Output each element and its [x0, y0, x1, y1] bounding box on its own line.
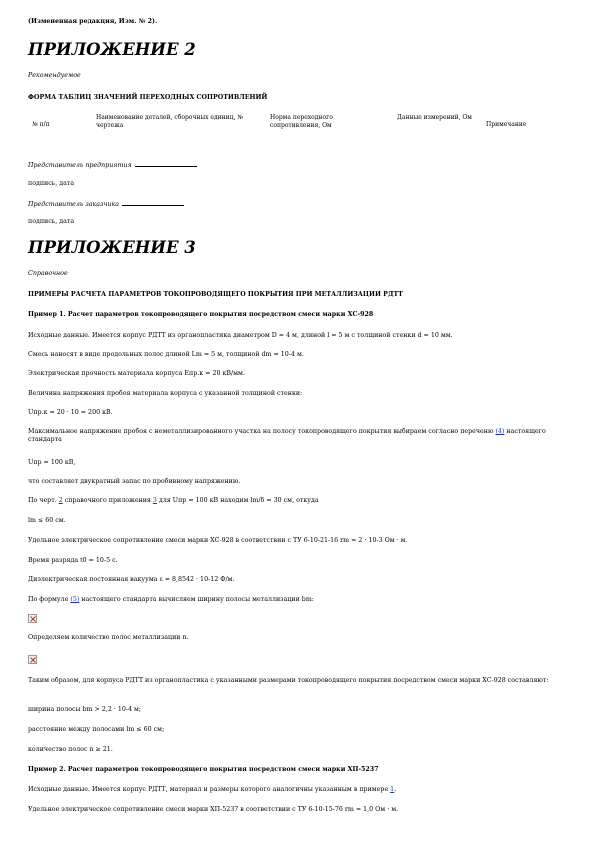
link-example-1[interactable]: 1 [390, 786, 395, 793]
signature-enterprise-line [135, 160, 197, 167]
example2-initial-data [28, 786, 396, 794]
broken-image-icon [28, 614, 37, 623]
example1-initial-data: Исходные данные. Имеется корпус РДТТ из органопластика диаметром D = 4 м, длиной l = 5 м с толщиной стенки d = 10 мм. [28, 332, 453, 339]
revision-note: (Измененная редакция, Изм. № 2). [28, 18, 158, 25]
appendix3-title: ПРИЛОЖЕНИЕ 3 [28, 238, 196, 257]
signature-enterprise [28, 160, 197, 170]
example1-title: Пример 1. Расчет параметров токопроводящего покрытия посредством смеси марки ХС-928 [28, 311, 374, 318]
paragraph-text: По формуле [28, 596, 71, 603]
appendix2-status: Рекомендуемое [28, 72, 81, 79]
col-note: Примечание [486, 121, 527, 128]
example1-drawing-ref [28, 497, 319, 505]
signature-customer-sub: подпись, дата [28, 218, 75, 225]
paragraph-text: справочного приложения [62, 497, 153, 504]
example1-discharge-time: Время разряда t0 = 10-5 с. [28, 557, 118, 564]
example1-summary: Таким образом, для корпуса РДТТ из органопластика с указанными размерами токопроводящего покрытия посредством смеси марки ХС-928 составляют: [28, 677, 549, 684]
signature-customer-line [122, 199, 184, 206]
example1-upr: Uпр = 100 кВ, [28, 459, 76, 466]
appendix3-heading: ПРИМЕРЫ РАСЧЕТА ПАРАМЕТРОВ ТОКОПРОВОДЯЩЕГО ПОКРЫТИЯ ПРИ МЕТАЛЛИЗАЦИИ РДТТ [28, 291, 403, 298]
signature-enterprise-sub: подпись, дата [28, 180, 75, 187]
example1-permittivity: Диэлектрическая постоянная вакуума ε = 8,8542 · 10-12 Ф/м. [28, 576, 235, 583]
example1-formula-ref [28, 596, 314, 604]
paragraph-text: Максимальное напряжение пробоя с неметаллизированного участка на полосу токопроводящего покрытия выбираем согласно переченю [28, 428, 496, 435]
example1-lm: lm ≤ 60 см. [28, 517, 66, 524]
example1-width: ширина полосы bm > 2,2 · 10-4 м; [28, 706, 142, 713]
example2-resistivity: Удельное электрическое сопротивление смеси марки ХП-5237 в соответствии с ТУ 6-10-15-76 rm = 1,0 Ом · м. [28, 806, 399, 813]
example1-strip-count: Определяем количество полос металлизации n. [28, 634, 189, 641]
example1-distance: расстояние между полосами lm ≤ 60 см; [28, 726, 165, 733]
signature-customer-label: Представитель заказчика [28, 201, 119, 208]
appendix2-title: ПРИЛОЖЕНИЕ 2 [28, 40, 196, 59]
link-formula-5[interactable]: (5) [70, 596, 80, 603]
example2-title: Пример 2. Расчет параметров токопроводящего покрытия посредством смеси марки ХП-5237 [28, 766, 379, 773]
col-norm: Норма переходного сопротивления, Ом [270, 114, 333, 129]
paragraph-text: По черт. [28, 497, 59, 504]
example1-max-voltage [28, 428, 553, 444]
paragraph-text: для Uпр = 100 кВ находим lm/δ = 30 см, откуда [156, 497, 319, 504]
col-number: № п/п [32, 121, 50, 128]
example1-resistivity: Удельное электрическое сопротивление смеси марки ХС-928 в соответствии с ТУ 6-10-21-16 rm = 2 · 10-3 Ом · м. [28, 537, 408, 544]
example1-count: количество полос n ≥ 21. [28, 746, 113, 753]
paragraph-text: настоящего стандарта вычисляем ширину полосы металлизации bm: [79, 596, 314, 603]
paragraph-text: настоящего стандарта [28, 428, 546, 443]
link-item-4[interactable]: (4) [495, 428, 505, 435]
signature-enterprise-label: Представитель предприятия [28, 162, 132, 169]
col-measurements: Данные измерений, Ом [397, 114, 472, 121]
paragraph-text: Исходные данные. Имеется корпус РДТТ, материал и размеры которого аналогичны указанным в примере [28, 786, 391, 793]
example1-strip-size: Смесь наносят в виде продольных полос длиной Lm = 5 м, толщиной dm = 10-4 м. [28, 351, 304, 358]
signature-customer [28, 199, 184, 209]
appendix3-status: Справочное [28, 270, 68, 277]
paragraph-text: . [394, 786, 397, 793]
col-part-name: Наименование деталей, сборочных единиц, № чертежа [96, 114, 244, 129]
broken-image-icon [28, 655, 37, 664]
example1-strength: Электрическая прочность материала корпуса Eпр.к = 20 кВ/мм. [28, 370, 245, 377]
example1-breakdown-voltage: Величина напряжения пробоя материала корпуса с указанной толщиной стенки: [28, 390, 303, 397]
form-title: ФОРМА ТАБЛИЦ ЗНАЧЕНИЙ ПЕРЕХОДНЫХ СОПРОТИВЛЕНИЙ [28, 94, 268, 101]
example1-margin: что составляет двукратный запас по пробивному напряжению. [28, 478, 241, 485]
example1-voltage-value: Uпр.к = 20 · 10 = 200 кВ. [28, 409, 113, 416]
link-appendix-3[interactable]: 3 [152, 497, 157, 504]
link-drawing-2[interactable]: 2 [58, 497, 63, 504]
